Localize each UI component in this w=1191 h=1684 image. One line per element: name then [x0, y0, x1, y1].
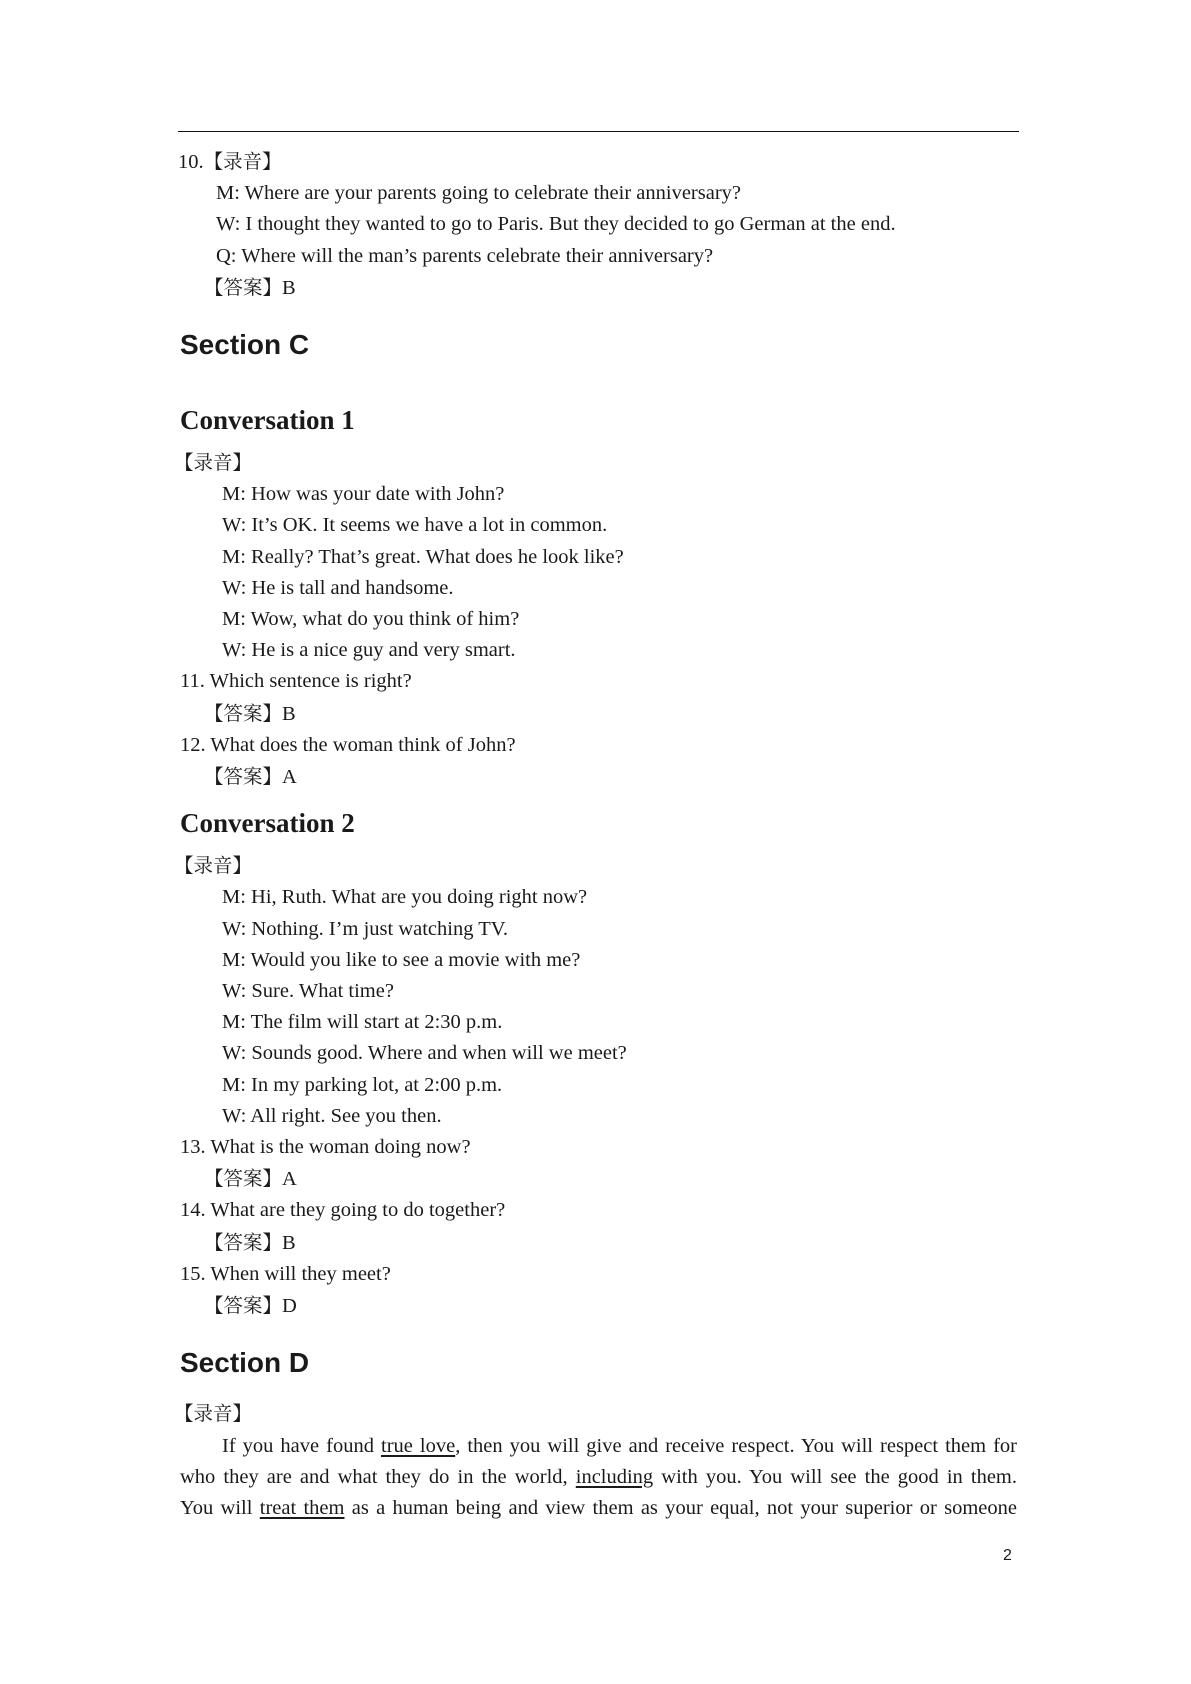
q10-line-1: M: Where are your parents going to celebrate their anniversary? [216, 182, 741, 205]
header-rule [178, 131, 1019, 132]
question-15-answer: 【答案】D [204, 1294, 297, 1318]
conversation-1-recording-label: 【录音】 [174, 451, 253, 475]
question-11: 11. Which sentence is right? [180, 670, 412, 693]
section-d-passage-line-3: You will treat them as a human being and view them as your equal, not your superior or someone [180, 1497, 1017, 1520]
q10-answer [180, 272, 1017, 304]
q10-heading [178, 146, 1017, 178]
conversation-1-title: Conversation 1 [180, 405, 355, 436]
conversation-2-title: Conversation 2 [180, 808, 355, 839]
conversation-2-line-6: W: Sounds good. Where and when will we meet? [222, 1042, 627, 1065]
section-d-passage-line-1: If you have found true love, then you will give and receive respect. You will respect them for [222, 1434, 1017, 1457]
section-d-passage-line-2: who they are and what they do in the world, including with you. You will see the good in them. [180, 1465, 1018, 1488]
underlined-including: including [575, 1465, 654, 1488]
conversation-2-line-7: M: In my parking lot, at 2:00 p.m. [222, 1073, 503, 1096]
conversation-2-line-4: W: Sure. What time? [222, 980, 394, 1003]
q10-answer-value: B [282, 276, 296, 299]
page-content [174, 146, 1018, 1524]
conversation-2-line-8: W: All right. See you then. [222, 1104, 442, 1127]
q10-number: 10. [178, 151, 204, 173]
conversation-2-recording-label: 【录音】 [174, 854, 253, 878]
question-13: 13. What is the woman doing now? [180, 1136, 471, 1159]
section-d-title: Section D [180, 1347, 310, 1379]
q10-answer-label: 【答案】 [204, 275, 283, 299]
conversation-1-line-2: W: It’s OK. It seems we have a lot in common. [222, 514, 608, 537]
section-c-title: Section C [180, 329, 310, 361]
conversation-1-line-6: W: He is a nice guy and very smart. [222, 639, 516, 662]
question-12: 12. What does the woman think of John? [180, 733, 516, 756]
conversation-2-line-2: W: Nothing. I’m just watching TV. [222, 917, 509, 940]
question-11-answer: 【答案】B [204, 701, 296, 725]
conversation-1-line-1: M: How was your date with John? [222, 483, 505, 506]
page-number: 2 [1003, 1547, 1012, 1564]
question-15: 15. When will they meet? [180, 1262, 391, 1285]
underlined-true-love: true love [381, 1434, 456, 1457]
question-14-answer: 【答案】B [204, 1230, 296, 1254]
conversation-1-line-5: M: Wow, what do you think of him? [222, 608, 520, 631]
q10-line-3: Q: Where will the man’s parents celebrate their anniversary? [216, 244, 714, 267]
underlined-treat-them: treat them [259, 1497, 345, 1520]
conversation-1-line-4: W: He is tall and handsome. [222, 576, 454, 599]
conversation-2-line-3: M: Would you like to see a movie with me? [222, 948, 581, 971]
question-14: 14. What are they going to do together? [180, 1199, 506, 1222]
q10-recording-label: 【录音】 [203, 150, 282, 173]
conversation-1-line-3: M: Really? That’s great. What does he look like? [222, 545, 624, 568]
conversation-2-line-1: M: Hi, Ruth. What are you doing right now? [222, 886, 588, 909]
section-d-recording-label: 【录音】 [174, 1402, 253, 1426]
q10-line-2: W: I thought they wanted to go to Paris. But they decided to go German at the end. [216, 213, 896, 236]
question-12-answer: 【答案】A [204, 765, 297, 789]
question-13-answer: 【答案】A [204, 1167, 297, 1191]
conversation-2-line-5: M: The film will start at 2:30 p.m. [222, 1011, 503, 1034]
